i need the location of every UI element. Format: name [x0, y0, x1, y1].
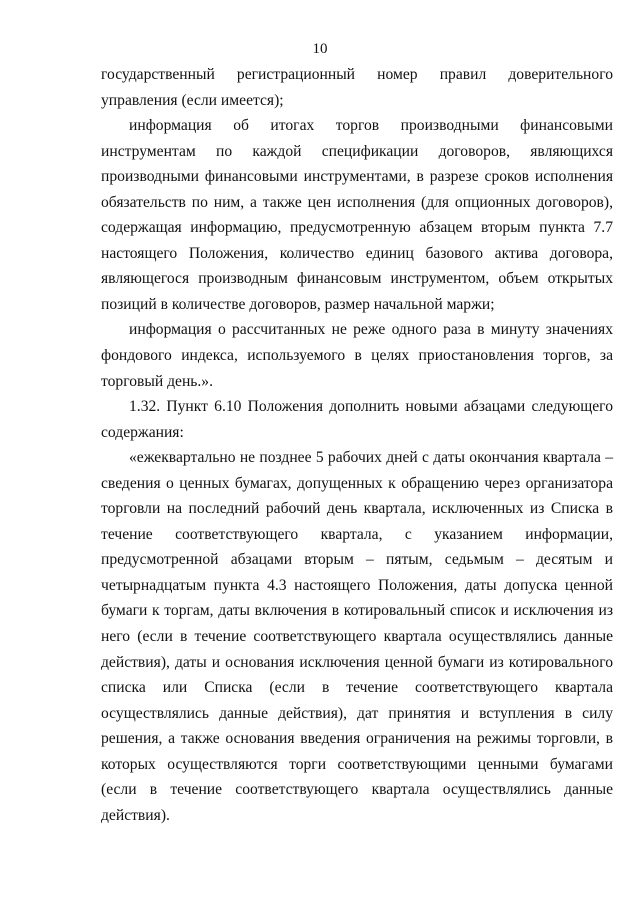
paragraph-clause-1-32: 1.32. Пункт 6.10 Положения дополнить новыми абзацами следующего содержания:: [101, 398, 613, 441]
paragraph-quarterly-info: «ежеквартально не позднее 5 рабочих дней с даты окончания квартала – сведения о ценных бумагах, допущенных к обращению через организатора торговли на последний рабочий день квартала, исключенных из Списка в течение соответствующего квартала, с указанием информации, предусмотренной абзацами вторым – пятым, седьмым – десятым и четырнадцатым пункта 4.3 настоящего Положения, даты допуска ценной бумаги к торгам, даты включения в котировальный список и исключения из него (если в течение соответствующего квартала осуществлялись данные действия), даты и основания исключения ценной бумаги из котировального списка или Списка (если в течение соответствующего квартала осуществлялись данные действия), дат принятия и вступления в силу решения, а также основания введения ограничения на режимы торговли, в которых осуществляются торги соответствующими ценными бумагами (если в течение соответствующего квартала осуществлялись данные действия).: [101, 449, 613, 824]
paragraph-index-info: информация о рассчитанных не реже одного раза в минуту значениях фондового индекса, используемого в целях приостановления торгов, за торговый день.».: [101, 321, 613, 390]
paragraph-derivatives-info: информация об итогах торгов производными финансовыми инструментам по каждой спецификации договоров, являющихся производными финансовыми инструментами, в разрезе сроков исполнения обязательств по ним, а также цен исполнения (для опционных договоров), содержащая информацию, предусмотренную абзацем вторым пункта 7.7 настоящего Положения, количество единиц базового актива договора, являющегося производным финансовым инструментом, объем открытых позиций в количестве договоров, размер начальной маржи;: [101, 117, 613, 313]
paragraph-registration-number: государственный регистрационный номер правил доверительного управления (если имеется);: [101, 66, 613, 109]
document-body: [101, 62, 613, 828]
page-number: 10: [312, 41, 328, 57]
